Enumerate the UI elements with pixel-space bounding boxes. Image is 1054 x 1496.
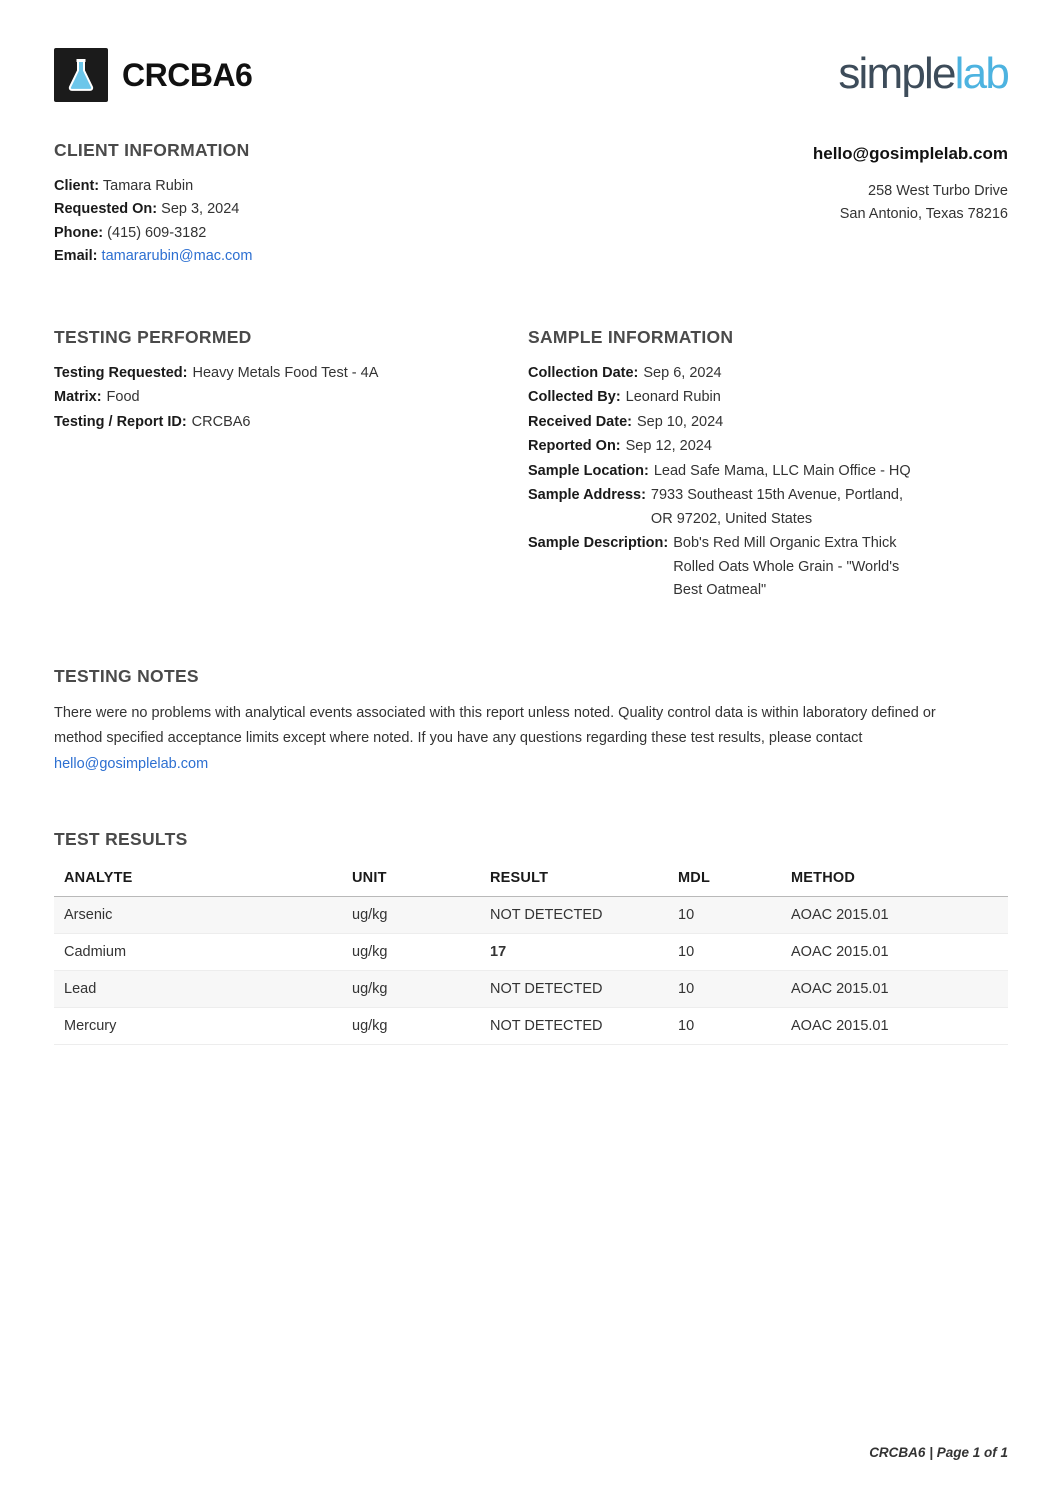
testing-requested-row: [54, 362, 528, 385]
testing-performed-section: [54, 327, 528, 604]
notes-contact-email-link[interactable]: hello@gosimplelab.com: [54, 755, 209, 772]
sample-location-value: Lead Safe Mama, LLC Main Office - HQ: [653, 462, 911, 479]
table-row: [54, 933, 1008, 970]
testing-sample-columns: [54, 327, 1008, 604]
cell-unit: ug/kg: [342, 933, 480, 970]
lab-address-line1: 258 West Turbo Drive: [868, 182, 1008, 199]
phone-row: [54, 222, 626, 245]
collected-by-row: [528, 386, 1008, 409]
sample-address-line2: OR 97202, United States: [650, 510, 813, 527]
cell-result: NOT DETECTED: [480, 896, 668, 933]
sample-information-section: [528, 327, 1008, 604]
sample-information-heading: SAMPLE INFORMATION: [528, 326, 734, 347]
client-email-link[interactable]: tamararubin@mac.com: [101, 248, 253, 265]
report-id-row: [54, 411, 528, 434]
test-results-heading: TEST RESULTS: [54, 828, 188, 849]
page-title: CRCBA6: [122, 56, 253, 93]
cell-analyte: Mercury: [54, 1007, 342, 1044]
sample-description-line2: Rolled Oats Whole Grain - "World's: [673, 558, 900, 575]
logo-text-lab: lab: [954, 49, 1008, 98]
email-row: [54, 245, 626, 268]
lab-email: hello@gosimplelab.com: [812, 144, 1008, 163]
test-results-table: [54, 864, 1008, 1045]
report-id-label: Testing / Report ID:: [54, 413, 187, 430]
page-footer: CRCBA6 | Page 1 of 1: [869, 1445, 1008, 1460]
cell-analyte: Lead: [54, 970, 342, 1007]
table-row: [54, 896, 1008, 933]
reported-on-value: Sep 12, 2024: [625, 438, 712, 455]
cell-unit: ug/kg: [342, 896, 480, 933]
sample-address-row: [528, 484, 1008, 531]
client-row: [54, 175, 626, 198]
simplelab-logo: [838, 49, 1008, 98]
cell-analyte: Arsenic: [54, 896, 342, 933]
table-header-row: [54, 864, 1008, 897]
requested-on-value: Sep 3, 2024: [161, 201, 240, 218]
collection-date-value: Sep 6, 2024: [643, 364, 722, 381]
testing-notes-heading: TESTING NOTES: [54, 665, 199, 686]
reported-on-row: [528, 435, 1008, 458]
email-label: Email:: [54, 248, 98, 265]
cell-result: 17: [480, 933, 668, 970]
sample-description-row: [528, 532, 1008, 602]
cell-mdl: 10: [668, 896, 781, 933]
report-id-block: [54, 48, 252, 102]
lab-address-line2: San Antonio, Texas 78216: [839, 206, 1008, 223]
cell-mdl: 10: [668, 970, 781, 1007]
testing-performed-heading: TESTING PERFORMED: [54, 326, 252, 347]
received-date-value: Sep 10, 2024: [636, 413, 724, 430]
cell-result: NOT DETECTED: [480, 1007, 668, 1044]
column-header-analyte: ANALYTE: [54, 864, 342, 897]
column-header-mdl: MDL: [668, 864, 781, 897]
test-results-section: [54, 829, 1008, 1045]
received-date-label: Received Date:: [528, 413, 632, 430]
cell-method: AOAC 2015.01: [781, 1007, 1008, 1044]
matrix-label: Matrix:: [54, 389, 102, 406]
reported-on-label: Reported On:: [528, 438, 621, 455]
received-date-row: [528, 411, 1008, 434]
column-header-unit: UNIT: [342, 864, 480, 897]
sample-address-label: Sample Address:: [528, 487, 646, 504]
collected-by-value: Leonard Rubin: [625, 389, 721, 406]
requested-on-label: Requested On:: [54, 201, 158, 218]
table-body: [54, 896, 1008, 1044]
cell-mdl: 10: [668, 1007, 781, 1044]
column-header-result: RESULT: [480, 864, 668, 897]
cell-method: AOAC 2015.01: [781, 896, 1008, 933]
testing-requested-label: Testing Requested:: [54, 364, 188, 381]
collection-date-label: Collection Date:: [528, 364, 639, 381]
sample-description-label: Sample Description:: [528, 535, 669, 552]
matrix-row: [54, 386, 528, 409]
sample-address-value: [651, 484, 903, 531]
logo-text-simple: simple: [838, 49, 955, 98]
testing-notes-text: [54, 701, 974, 777]
cell-unit: ug/kg: [342, 1007, 480, 1044]
client-information-section: [54, 140, 626, 269]
sample-location-label: Sample Location:: [528, 462, 649, 479]
table-header: [54, 864, 1008, 897]
collection-date-row: [528, 362, 1008, 385]
testing-notes-body: There were no problems with analytical events associated with this report unless noted. Quality control data is within laboratory defined or method specified acceptance limits except where noted. If you have any questions regarding these test results, please contact: [54, 704, 936, 747]
client-label: Client:: [54, 178, 100, 194]
cell-result: NOT DETECTED: [480, 970, 668, 1007]
collected-by-label: Collected By:: [528, 389, 621, 406]
sample-address-line1: 7933 Southeast 15th Avenue, Portland,: [650, 487, 903, 504]
sample-location-row: [528, 460, 1008, 483]
cell-unit: ug/kg: [342, 970, 480, 1007]
sample-description-line1: Bob's Red Mill Organic Extra Thick: [673, 535, 897, 552]
requested-on-row: [54, 198, 626, 221]
report-id-value: CRCBA6: [191, 413, 251, 430]
sample-description-value: [673, 532, 899, 602]
phone-value: (415) 609-3182: [107, 224, 207, 241]
report-header: [54, 48, 1008, 102]
cell-method: AOAC 2015.01: [781, 933, 1008, 970]
phone-label: Phone:: [54, 224, 104, 241]
column-header-method: METHOD: [781, 864, 1008, 897]
cell-method: AOAC 2015.01: [781, 970, 1008, 1007]
client-information-heading: CLIENT INFORMATION: [54, 140, 250, 160]
table-row: [54, 1007, 1008, 1044]
client-info-band: [54, 140, 1008, 269]
matrix-value: Food: [106, 389, 140, 406]
testing-notes-section: [54, 666, 1008, 777]
cell-mdl: 10: [668, 933, 781, 970]
lab-contact-block: [813, 140, 1008, 269]
testing-requested-value: Heavy Metals Food Test - 4A: [192, 364, 379, 381]
sample-description-line3: Best Oatmeal": [673, 582, 767, 599]
cell-analyte: Cadmium: [54, 933, 342, 970]
flask-icon: [54, 48, 108, 102]
table-row: [54, 970, 1008, 1007]
client-value: Tamara Rubin: [102, 178, 194, 194]
